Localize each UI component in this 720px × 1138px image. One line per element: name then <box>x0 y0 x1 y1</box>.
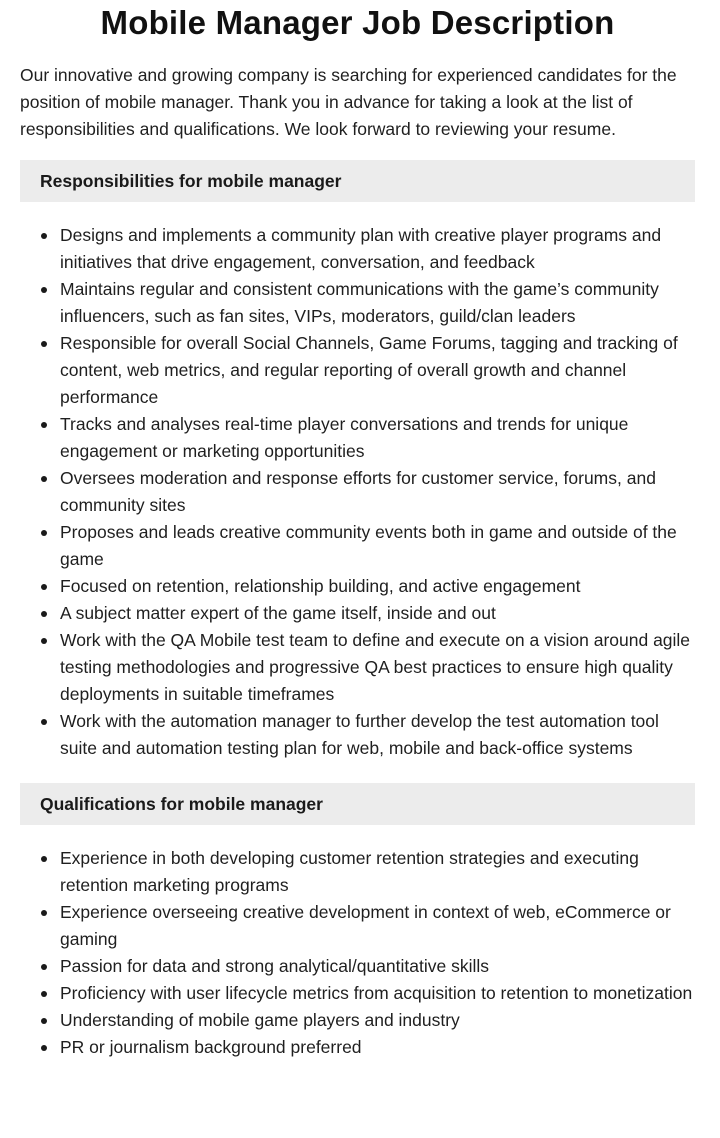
list-item: Experience in both developing customer retention strategies and executing retention marketing programs <box>20 845 695 899</box>
responsibilities-heading: Responsibilities for mobile manager <box>40 170 342 191</box>
list-item: Tracks and analyses real-time player conversations and trends for unique engagement or marketing opportunities <box>20 411 695 465</box>
list-item: A subject matter expert of the game itself, inside and out <box>20 600 695 627</box>
list-item: PR or journalism background preferred <box>20 1034 695 1061</box>
list-item: Work with the automation manager to further develop the test automation tool suite and automation testing plan for web, mobile and back-office systems <box>20 708 695 762</box>
qualifications-header <box>20 783 695 825</box>
list-item: Oversees moderation and response efforts for customer service, forums, and community sites <box>20 465 695 519</box>
page-title: Mobile Manager Job Description <box>100 4 615 41</box>
list-item: Understanding of mobile game players and industry <box>20 1007 695 1034</box>
list-item: Proposes and leads creative community events both in game and outside of the game <box>20 519 695 573</box>
qualifications-heading: Qualifications for mobile manager <box>40 793 323 814</box>
list-item: Proficiency with user lifecycle metrics from acquisition to retention to monetization <box>20 980 695 1007</box>
list-item: Maintains regular and consistent communications with the game’s community influencers, such as fan sites, VIPs, moderators, guild/clan leaders <box>20 276 695 330</box>
list-item: Designs and implements a community plan with creative player programs and initiatives that drive engagement, conversation, and feedback <box>20 222 695 276</box>
qualifications-list <box>20 845 695 1061</box>
list-item: Work with the QA Mobile test team to define and execute on a vision around agile testing methodologies and progressive QA best practices to ensure high quality deployments in suitable timeframes <box>20 627 695 708</box>
list-item: Focused on retention, relationship building, and active engagement <box>20 573 695 600</box>
responsibilities-list <box>20 222 695 762</box>
intro-paragraph: Our innovative and growing company is searching for experienced candidates for the position of mobile manager. Thank you in advance for taking a look at the list of responsibilities and qualifications. We look forward to reviewing your resume. <box>20 65 677 139</box>
list-item: Passion for data and strong analytical/quantitative skills <box>20 953 695 980</box>
responsibilities-header <box>20 160 695 202</box>
list-item: Responsible for overall Social Channels, Game Forums, tagging and tracking of content, web metrics, and regular reporting of overall growth and channel performance <box>20 330 695 411</box>
list-item: Experience overseeing creative development in context of web, eCommerce or gaming <box>20 899 695 953</box>
